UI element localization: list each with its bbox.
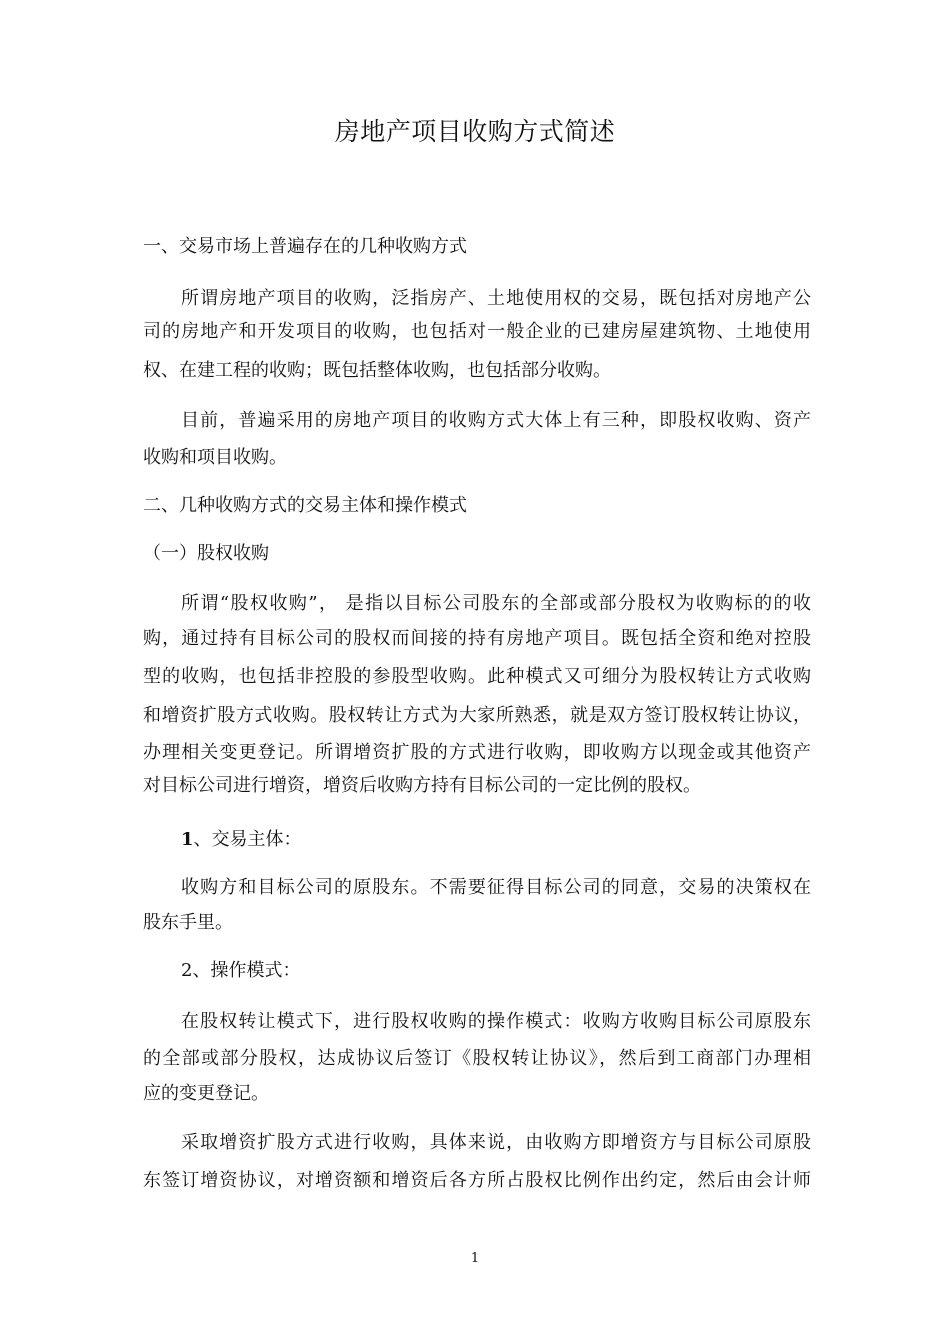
- paragraph-line: 股东手里。: [143, 912, 233, 933]
- item-heading-1: [181, 826, 811, 854]
- paragraph-line: 型的收购，也包括非控股的参股型收购。此种模式又可细分为股权转让方式收购: [143, 666, 811, 687]
- paragraph-line: 收购和项目收购。: [143, 447, 287, 468]
- paragraph-line: 购，通过持有目标公司的股权而间接的持有房地产项目。既包括全资和绝对控股: [143, 628, 811, 649]
- paragraph-line: 司的房地产和开发项目的收购，也包括对一般企业的已建房屋建筑物、土地使用: [143, 321, 811, 342]
- paragraph-line: 对目标公司进行增资，增资后收购方持有目标公司的一定比例的股权。: [143, 775, 701, 796]
- subsection-heading: （一）股权收购: [143, 543, 269, 564]
- paragraph-line: 办理相关变更登记。所谓增资扩股的方式进行收购，即收购方以现金或其他资产: [143, 742, 811, 763]
- paragraph-line: 采取增资扩股方式进行收购，具体来说，由收购方即增资方与目标公司原股: [181, 1132, 811, 1153]
- paragraph-line: 的全部或部分股权，达成协议后签订《股权转让协议》，然后到工商部门办理相: [143, 1048, 811, 1069]
- paragraph-line: 所谓“股权收购”， 是指以目标公司股东的全部或部分股权为收购标的的收: [181, 593, 811, 614]
- document-title: 房地产项目收购方式简述: [334, 117, 616, 146]
- item-number: 1: [181, 829, 194, 850]
- paragraph-line: 应的变更登记。: [143, 1083, 269, 1104]
- item-heading-2: 2、操作模式：: [181, 960, 301, 981]
- paragraph-line: 和增资扩股方式收购。股权转让方式为大家所熟悉，就是双方签订股权转让协议，: [143, 705, 811, 726]
- section-heading-2: 二、几种收购方式的交易主体和操作模式: [143, 495, 467, 516]
- section-heading-1: 一、交易市场上普遍存在的几种收购方式: [143, 236, 467, 257]
- paragraph-line: 目前，普遍采用的房地产项目的收购方式大体上有三种，即股权收购、资产: [181, 410, 811, 431]
- paragraph-line: 在股权转让模式下，进行股权收购的操作模式：收购方收购目标公司原股东: [181, 1011, 811, 1032]
- paragraph-line: 所谓房地产项目的收购，泛指房产、土地使用权的交易，既包括对房地产公: [181, 288, 811, 309]
- item-heading-label: 、交易主体：: [193, 829, 302, 850]
- page-number: 1: [470, 1251, 480, 1266]
- paragraph-line: 东签订增资协议，对增资额和增资后各方所占股权比例作出约定，然后由会计师: [143, 1170, 811, 1191]
- paragraph-line: 权、在建工程的收购；既包括整体收购，也包括部分收购。: [143, 360, 611, 381]
- paragraph-line: 收购方和目标公司的原股东。不需要征得目标公司的同意，交易的决策权在: [181, 877, 811, 898]
